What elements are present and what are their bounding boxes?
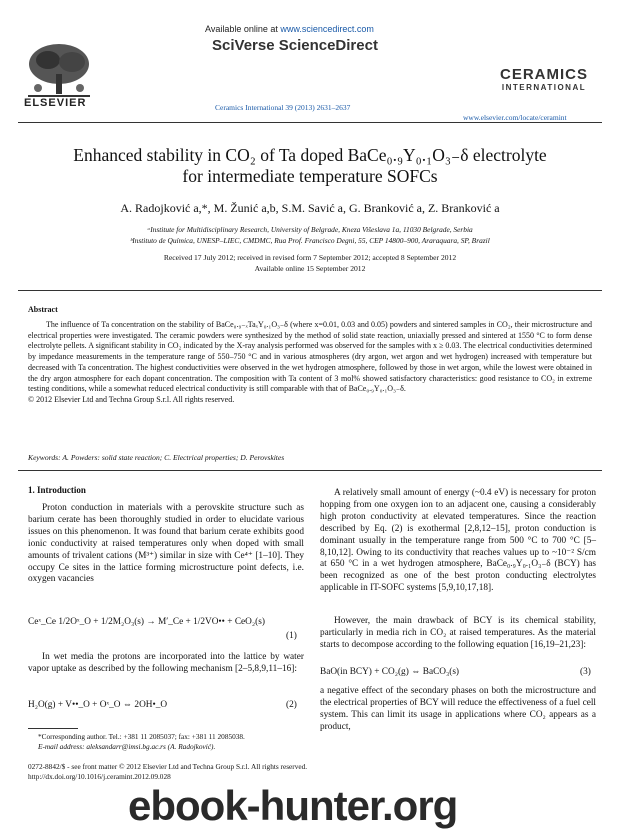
abstract-copyright: © 2012 Elsevier Ltd and Techna Group S.r.l. All rights reserved. [28,394,235,404]
affiliation-b: ᵇInstituto de Química, UNESP–LIEC, CMDMC, Rua Prof. Francisco Degni, 55, CEP 14800–900, Araraquara, SP, Brazil [130,236,490,245]
footnote-rule [28,728,78,729]
title-line-2: for intermediate temperature SOFCs [182,166,438,186]
equation-1: Ceˣ_Ce 1/2Oˣ_O + 1/2M₂O₃(s) → M′_Ce + 1/2VO•• + CeO₂(s) [28,617,265,627]
watermark: ebook-hunter.org [128,782,458,829]
header-rule [18,122,602,123]
equation-3: BaO(in BCY) + CO₂(g) ⇔ BaCO₃(s) [320,667,460,677]
doi-link[interactable]: http://dx.doi.org/10.1016/j.ceramint.2012.09.028 [28,772,171,781]
intro-paragraph-4: However, the main drawback of BCY is its chemical stability, particularly in media rich in CO₂ at raised temperatures. As the material starts to decompose according to the following equation [16,19–21,23]: [320,616,596,650]
journal-homepage-link[interactable]: www.elsevier.com/locate/ceramint [463,113,567,122]
intro-paragraph-2: In wet media the protons are incorporated into the lattice by water vapor uptake as described by the following mechanism [2–5,8,9,11–16]: [28,652,304,674]
received-dates: Received 17 July 2012; received in revised form 7 September 2012; accepted 8 September 2012 [163,253,457,262]
equation-2-number: (2) [286,700,297,710]
publisher-name: ELSEVIER [24,97,87,109]
intro-paragraph-1: Proton conduction in materials with a perovskite structure such as barium cerate has been thoroughly studied in order to elucidate various issues on this phenomenon. It was found that barium cerate exhibits good ionic conductivity at raised temperatures only when doped with small amounts of trivalent cations (M³⁺) similar in size with Ce⁴⁺ [1–10]. They occupy Ce sites in the lattice forming microstructure point defects, i.e. oxygen vacancies [28,503,304,585]
sciencedirect-link[interactable]: www.sciencedirect.com [280,24,374,34]
equation-1-number: (1) [286,631,297,641]
available-online [205,24,374,34]
left-col-paragraph-2 [28,652,304,676]
journal-logo [500,66,588,92]
corresponding-author: *Corresponding author. Tel.: +381 11 2085037; fax: +381 11 2085038. [38,732,245,741]
abstract-top-rule [18,290,602,291]
right-col-paragraph-2 [320,616,596,652]
available-prefix: Available online at [205,24,281,34]
abstract-body [28,320,592,406]
journal-reference[interactable]: Ceramics International 39 (2013) 2631–2637 [215,103,351,112]
available-online-date: Available online 15 September 2012 [254,264,366,273]
abstract-heading: Abstract [28,305,58,314]
abstract-bottom-rule [18,470,602,471]
author-email[interactable]: E-mail address: aleksandarr@imsi.bg.ac.rs (A. Radojković). [38,741,216,751]
right-col-paragraph-3 [320,686,596,734]
section-heading: 1. Introduction [28,485,86,495]
left-col-paragraph-1 [28,503,304,586]
abstract-text: The influence of Ta concentration on the stability of BaCe₀.₉₋ₓTaₓY₀.₁O₃₋δ (where x=0.01, 0.03 and 0.05) powders and sintered samples in CO₂, their microstructure and electrical properties were investigated. The ceramic powders were synthesized by the method of solid state reaction, uniaxially pressed and sintered at 1550 °C to form dense electrolyte pellets. A significant stability in CO₂ indicated by the X-ray analysis performed was observed for the samples with x ≥ 0.03. The electrical conductivities determined by impedance measurements in the temperature range of 550–750 °C and in various atmospheres (dry argon, wet argon and wet hydrogen) increased with temperature but decreased with Ta concentration. The highest conductivities were observed in the wet hydrogen atmosphere, followed by those in wet argon, while the lowest were obtained in the dry argon atmosphere for each dopant concentration. The composition with Ta content of 3 mol% showed satisfactory characteristics: good resistance to CO₂ in extreme testing conditions, while a somewhat reduced electrical conductivity is still comparable with that of BaCe₀.₉Y₀.₁O₃₋δ. [28,320,592,394]
article-title [40,145,580,187]
front-matter-line: 0272-8842/$ - see front matter © 2012 Elsevier Ltd and Techna Group S.r.l. All rights reserved. [28,762,308,771]
elsevier-tree-logo [18,40,100,102]
journal-logo-line2: INTERNATIONAL [501,83,587,92]
affiliation-a: ᵃInstitute for Multidisciplinary Research, University of Belgrade, Kneza Višeslava 1a, 11030 Belgrade, Serbia [147,225,473,234]
author-list: A. Radojković a,*, M. Žunić a,b, S.M. Savić a, G. Branković a, Z. Branković a [120,201,500,215]
right-col-paragraph-1 [320,488,596,595]
footnote [28,732,304,751]
keywords: Keywords: A. Powders: solid state reaction; C. Electrical properties; D. Perovskites [28,453,285,462]
equation-3-number: (3) [580,667,591,677]
title-line-1: Enhanced stability in CO₂ of Ta doped BaCe₀.₉Y₀.₁O₃₋δ electrolyte [73,145,547,165]
journal-logo-line1: CERAMICS [500,66,589,83]
intro-paragraph-5: a negative effect of the secondary phases on both the microstructure and the electrical properties of BCY will reduce the effectiveness of a fuel cell system. This can limit its usage in applications where CO₂ appears as a product, [320,686,596,732]
platform-name: SciVerse ScienceDirect [212,37,378,54]
intro-paragraph-3: A relatively small amount of energy (~0.4 eV) is necessary for proton hopping from one oxygen ion to an adjacent one, causing a considerably high proton conductivity at elevated temperatures. Since the reaction described by Eq. (2) is exothermal [2,8,12–15], proton conduction is dominant usually in the temperature range from 500 °C to 700 °C [5–8,10,12]. Owing to its conductivity that reaches values up to ~10⁻² S/cm at 650 °C in a wet hydrogen atmosphere, BaCe₀.₉Y₀.₁O₃₋δ (BCY) has been recognized as one of the best proton conducting electrolytes applicable in IT-SOFC systems [5,9,10,17,18]. [320,488,596,594]
equation-2: H₂O(g) + V••_O + Oˣ_O ⇔ 2OH•_O [28,700,168,710]
